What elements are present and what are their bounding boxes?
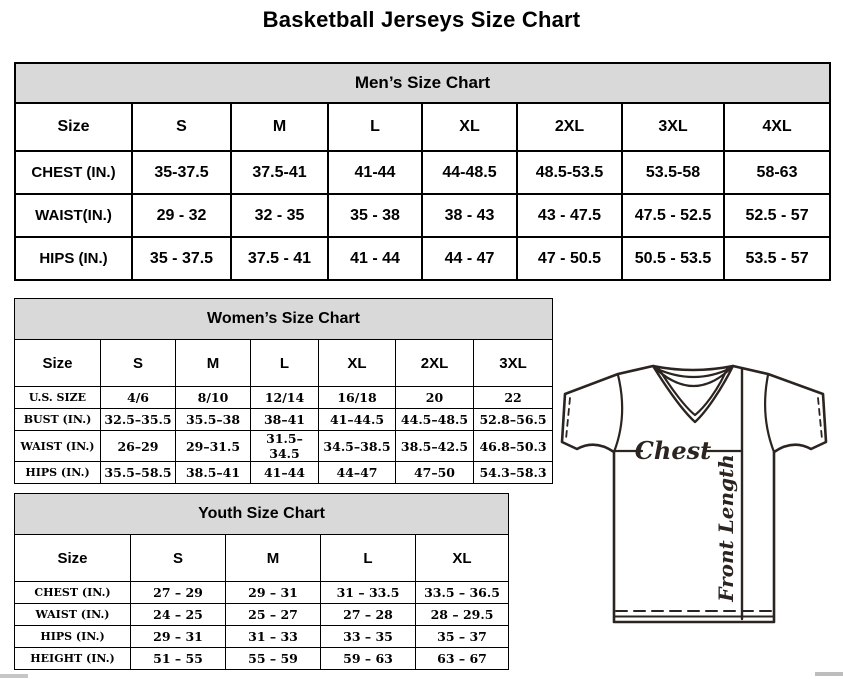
mens-value-cell: 53.5-58 [622,151,724,194]
womens-size-header-m: M [176,340,251,387]
youth-size-header-xl: XL [416,535,509,582]
womens-size-header-2xl: 2XL [396,340,474,387]
youth-data-row-2 [15,626,509,648]
youth-size-table [14,493,509,670]
mens-value-cell: 47.5 - 52.5 [622,194,724,237]
womens-row-label: BUST (IN.) [15,409,101,431]
womens-value-cell: 20 [396,387,474,409]
womens-data-row-1 [15,409,553,431]
youth-row-label: CHEST (IN.) [15,582,131,604]
youth-row-label: WAIST (IN.) [15,604,131,626]
mens-size-header-3xl: 3XL [622,103,724,151]
womens-size-header-xl: XL [319,340,396,387]
youth-value-cell: 33 – 35 [321,626,416,648]
womens-title-row [15,299,553,340]
womens-size-header-s: S [101,340,176,387]
womens-value-cell: 35.5–38 [176,409,251,431]
youth-size-header-s: S [131,535,226,582]
jersey-measurement-diagram [558,362,840,638]
mens-value-cell: 50.5 - 53.5 [622,237,724,280]
mens-title-row [15,63,830,103]
youth-value-cell: 31 – 33 [226,626,321,648]
womens-size-column-header: Size [15,340,101,387]
womens-data-row-3 [15,462,553,484]
youth-size-header-m: M [226,535,321,582]
mens-size-header-xl: XL [422,103,517,151]
mens-table-title: Men’s Size Chart [15,63,830,103]
womens-value-cell: 44.5–48.5 [396,409,474,431]
mens-size-table [14,62,831,281]
mens-size-header-s: S [132,103,231,151]
mens-value-cell: 41 - 44 [328,237,422,280]
youth-value-cell: 24 – 25 [131,604,226,626]
womens-size-header-l: L [251,340,319,387]
mens-value-cell: 44 - 47 [422,237,517,280]
womens-value-cell: 54.3–58.3 [474,462,553,484]
youth-value-cell: 25 – 27 [226,604,321,626]
womens-data-row-0 [15,387,553,409]
youth-title-row [15,494,509,535]
youth-value-cell: 31 – 33.5 [321,582,416,604]
youth-value-cell: 28 – 29.5 [416,604,509,626]
youth-value-cell: 59 – 63 [321,648,416,670]
mens-value-cell: 43 - 47.5 [517,194,622,237]
mens-value-cell: 41-44 [328,151,422,194]
mens-row-label: WAIST(IN.) [15,194,132,237]
mens-value-cell: 44-48.5 [422,151,517,194]
womens-value-cell: 31.5–34.5 [251,431,319,462]
womens-value-cell: 38–41 [251,409,319,431]
youth-table-title: Youth Size Chart [15,494,509,535]
womens-row-label: WAIST (IN.) [15,431,101,462]
womens-data-row-2 [15,431,553,462]
womens-value-cell: 12/14 [251,387,319,409]
womens-size-header-row [15,340,553,387]
womens-value-cell: 38.5–41 [176,462,251,484]
mens-value-cell: 35 - 37.5 [132,237,231,280]
womens-value-cell: 26–29 [101,431,176,462]
mens-value-cell: 38 - 43 [422,194,517,237]
mens-value-cell: 37.5 - 41 [231,237,328,280]
mens-data-row-0 [15,151,830,194]
mens-row-label: HIPS (IN.) [15,237,132,280]
mens-value-cell: 37.5-41 [231,151,328,194]
mens-size-header-4xl: 4XL [724,103,830,151]
youth-row-label: HEIGHT (IN.) [15,648,131,670]
youth-data-row-1 [15,604,509,626]
youth-value-cell: 29 – 31 [226,582,321,604]
mens-size-column-header: Size [15,103,132,151]
womens-value-cell: 41–44.5 [319,409,396,431]
womens-value-cell: 46.8–50.3 [474,431,553,462]
mens-value-cell: 58-63 [724,151,830,194]
mens-size-header-2xl: 2XL [517,103,622,151]
youth-value-cell: 55 – 59 [226,648,321,670]
mens-value-cell: 47 - 50.5 [517,237,622,280]
womens-table-title: Women’s Size Chart [15,299,553,340]
womens-value-cell: 52.8–56.5 [474,409,553,431]
mens-value-cell: 29 - 32 [132,194,231,237]
youth-value-cell: 63 – 67 [416,648,509,670]
womens-value-cell: 4/6 [101,387,176,409]
womens-value-cell: 29–31.5 [176,431,251,462]
mens-size-header-l: L [328,103,422,151]
womens-value-cell: 32.5–35.5 [101,409,176,431]
womens-value-cell: 34.5–38.5 [319,431,396,462]
page-title: Basketball Jerseys Size Chart [262,7,581,32]
youth-value-cell: 27 – 29 [131,582,226,604]
womens-row-label: HIPS (IN.) [15,462,101,484]
youth-value-cell: 51 – 55 [131,648,226,670]
mens-data-row-1 [15,194,830,237]
mens-value-cell: 48.5-53.5 [517,151,622,194]
womens-value-cell: 38.5–42.5 [396,431,474,462]
womens-value-cell: 8/10 [176,387,251,409]
womens-size-header-3xl: 3XL [474,340,553,387]
mens-size-header-m: M [231,103,328,151]
jersey-outline [562,366,826,622]
womens-row-label: U.S. SIZE [15,387,101,409]
womens-value-cell: 16/18 [319,387,396,409]
horizontal-scrollbar-fragment-right[interactable] [815,672,843,676]
womens-value-cell: 44–47 [319,462,396,484]
youth-value-cell: 33.5 – 36.5 [416,582,509,604]
youth-value-cell: 27 – 28 [321,604,416,626]
youth-size-header-row [15,535,509,582]
mens-data-row-2 [15,237,830,280]
mens-value-cell: 52.5 - 57 [724,194,830,237]
womens-value-cell: 47–50 [396,462,474,484]
horizontal-scrollbar-fragment-left[interactable] [0,674,28,678]
womens-value-cell: 41–44 [251,462,319,484]
youth-row-label: HIPS (IN.) [15,626,131,648]
womens-size-table [14,298,553,484]
mens-row-label: CHEST (IN.) [15,151,132,194]
youth-size-header-l: L [321,535,416,582]
front-length-label: Front Length [714,454,738,602]
mens-value-cell: 53.5 - 57 [724,237,830,280]
mens-size-header-row [15,103,830,151]
youth-size-column-header: Size [15,535,131,582]
womens-value-cell: 22 [474,387,553,409]
womens-value-cell: 35.5–58.5 [101,462,176,484]
youth-data-row-0 [15,582,509,604]
youth-value-cell: 29 – 31 [131,626,226,648]
mens-value-cell: 35 - 38 [328,194,422,237]
mens-value-cell: 32 - 35 [231,194,328,237]
youth-data-row-3 [15,648,509,670]
youth-value-cell: 35 – 37 [416,626,509,648]
mens-value-cell: 35-37.5 [132,151,231,194]
chest-label: Chest [634,436,712,465]
